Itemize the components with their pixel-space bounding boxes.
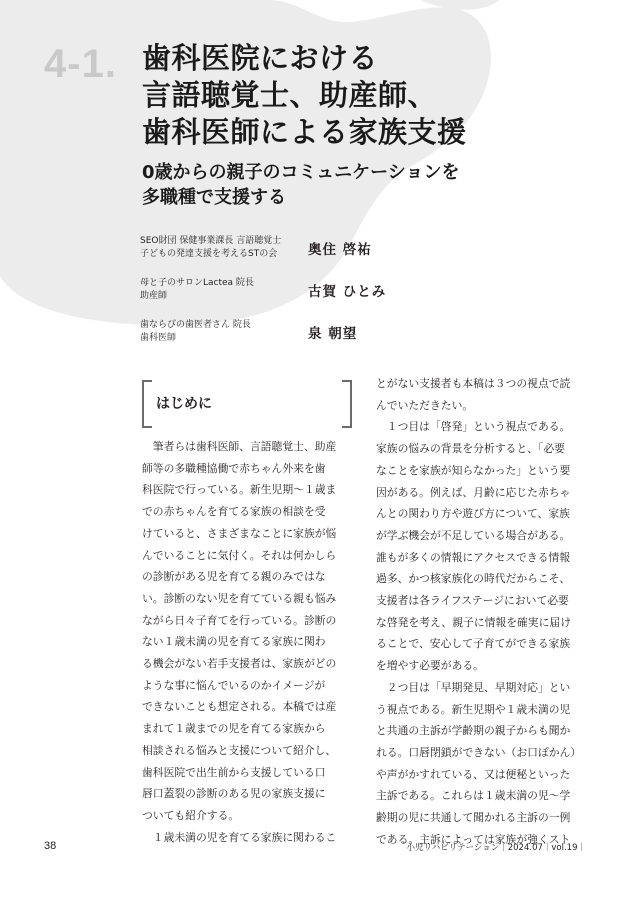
body-text-line: う視点である。新生児期や１歳未満の児 bbox=[376, 702, 571, 716]
body-text-line: ２つ目は「早期発見、早期対応」とい bbox=[376, 680, 571, 694]
body-text-line: の診断がある児を育てる親のみではな bbox=[142, 570, 326, 584]
affiliation-line: 歯ならびの歯医者さん 院長 bbox=[140, 320, 251, 330]
author-affiliation bbox=[140, 235, 308, 261]
body-text-line: 家族の悩みの背景を分析すると、「必要 bbox=[376, 442, 565, 456]
body-text-line: い。診断のない児を育てている親も悩み bbox=[142, 591, 337, 605]
body-text-line: を増やす必要がある。 bbox=[376, 659, 484, 673]
body-text-line: 過多、かつ核家族化の時代だからこそ、 bbox=[376, 572, 571, 586]
body-text-line: 主訴である。これらは１歳未満の児～学 bbox=[376, 789, 571, 803]
body-text-line: なことを家族が知らなかった」という要 bbox=[376, 463, 571, 477]
body-text-line: 因がある。例えば、月齢に応じた赤ちゃ bbox=[376, 485, 571, 499]
subtitle-line: 0歳からの親子のコミュニケーションを bbox=[142, 162, 460, 183]
section-number: 4-1. bbox=[44, 42, 117, 86]
section-heading: はじめに bbox=[156, 396, 212, 412]
affiliation-line: SEO財団 保健事業課長 言語聴覚士 bbox=[140, 236, 282, 246]
body-text-line: んとの関わり方や遊び方について、家族 bbox=[376, 507, 570, 521]
author-entry bbox=[140, 270, 440, 310]
body-text-line: 科医院で行っている。新生児期～１歳ま bbox=[142, 483, 337, 497]
article-title bbox=[142, 40, 467, 151]
title-line: 歯科医師による家族支援 bbox=[142, 115, 467, 149]
body-text-line: ながら日々子育てを行っている。診断の bbox=[142, 613, 337, 627]
body-text-line: 師等の多職種協働で赤ちゃん外来を歯 bbox=[142, 461, 326, 475]
affiliation-line: 母と子のサロンLactea 院長 bbox=[140, 278, 254, 288]
body-text-line: が学ぶ機会が不足している場合がある。 bbox=[376, 528, 571, 542]
author-affiliation bbox=[140, 319, 308, 345]
body-text-line: 唇口蓋裂の診断のある児の家族支援に bbox=[142, 787, 326, 801]
page-number: 38 bbox=[44, 840, 57, 852]
body-text-line: 相談される悩みと支援について紹介し、 bbox=[142, 743, 337, 757]
body-text-line: での赤ちゃんを育てる家族の相談を受 bbox=[142, 505, 326, 519]
body-text-line: けていると、さまざまなことに家族が悩 bbox=[142, 526, 337, 540]
body-text-line: れる。口唇閉鎖ができない（お口ぽかん） bbox=[376, 745, 582, 759]
body-text-line: んでいることに気付く。それは何かしら bbox=[142, 548, 337, 562]
section-heading-box bbox=[142, 380, 352, 426]
body-text-line: とがない支援者も本稿は３つの視点で読 bbox=[376, 377, 571, 390]
body-text-line: できないことも想定される。本稿では産 bbox=[142, 700, 337, 714]
author-entry bbox=[140, 228, 440, 268]
body-text-line: 支援者は各ライフステージにおいて必要 bbox=[376, 594, 569, 608]
body-text-line: ような事に悩んでいるのかイメージが bbox=[142, 678, 326, 692]
affiliation-line: 助産師 bbox=[140, 291, 168, 301]
body-text-line: １歳未満の児を育てる家族に関わるこ bbox=[142, 830, 337, 844]
body-text-line: んでいただきたい。 bbox=[376, 398, 474, 412]
body-text-line: 筆者らは歯科医師、言語聴覚士、助産 bbox=[142, 440, 337, 453]
body-text-line: である。主訴によっては家族が強くスト bbox=[376, 832, 571, 846]
body-text-line: と共通の主訴が学齢期の親子からも聞か bbox=[376, 724, 571, 738]
body-column-left bbox=[142, 436, 362, 848]
title-line: 言語聴覚士、助産師、 bbox=[142, 78, 438, 112]
author-list bbox=[140, 228, 440, 354]
body-column-right bbox=[376, 373, 598, 850]
body-text-line: や声がかすれている、又は便秘といった bbox=[376, 767, 571, 781]
body-text-line: まれて１歳までの児を育てる家族から bbox=[142, 722, 326, 736]
title-line: 歯科医院における bbox=[142, 41, 379, 75]
left-bracket-icon bbox=[142, 380, 152, 428]
body-text-line: 誰もが多くの情報にアクセスできる情報 bbox=[376, 550, 571, 564]
right-bracket-icon bbox=[342, 380, 352, 428]
body-text-line: な啓発を考え、親子に情報を確実に届け bbox=[376, 615, 571, 629]
author-name: 泉 朝望 bbox=[308, 326, 358, 342]
body-text-line: １つ目は「啓発」という視点である。 bbox=[376, 420, 571, 434]
body-text-line: る機会がない若手支援者は、家族がどの bbox=[142, 657, 337, 671]
body-text-line: ない１歳未満の児を育てる家族に関わ bbox=[142, 635, 326, 649]
subtitle-line: 多職種で支援する bbox=[142, 187, 286, 208]
body-text-line: 齢期の児に共通して聞かれる主訴の一例 bbox=[376, 811, 571, 825]
author-affiliation bbox=[140, 277, 308, 303]
author-name: 古賀 ひとみ bbox=[308, 284, 387, 300]
affiliation-line: 子どもの発達支援を考えるSTの会 bbox=[140, 249, 278, 259]
article-subtitle bbox=[142, 160, 459, 210]
affiliation-line: 歯科医師 bbox=[140, 333, 177, 343]
body-text-line: ることで、安心して子育てができる家族 bbox=[376, 637, 571, 651]
author-entry bbox=[140, 312, 440, 352]
body-text-line: ついても紹介する。 bbox=[142, 808, 240, 822]
body-text-line: 歯科医院で出生前から支援している口 bbox=[142, 765, 326, 779]
author-name: 奥住 啓祐 bbox=[308, 242, 372, 258]
journal-footer: 小児リハビリテーション｜2024.07｜vol.19｜ bbox=[406, 843, 586, 853]
